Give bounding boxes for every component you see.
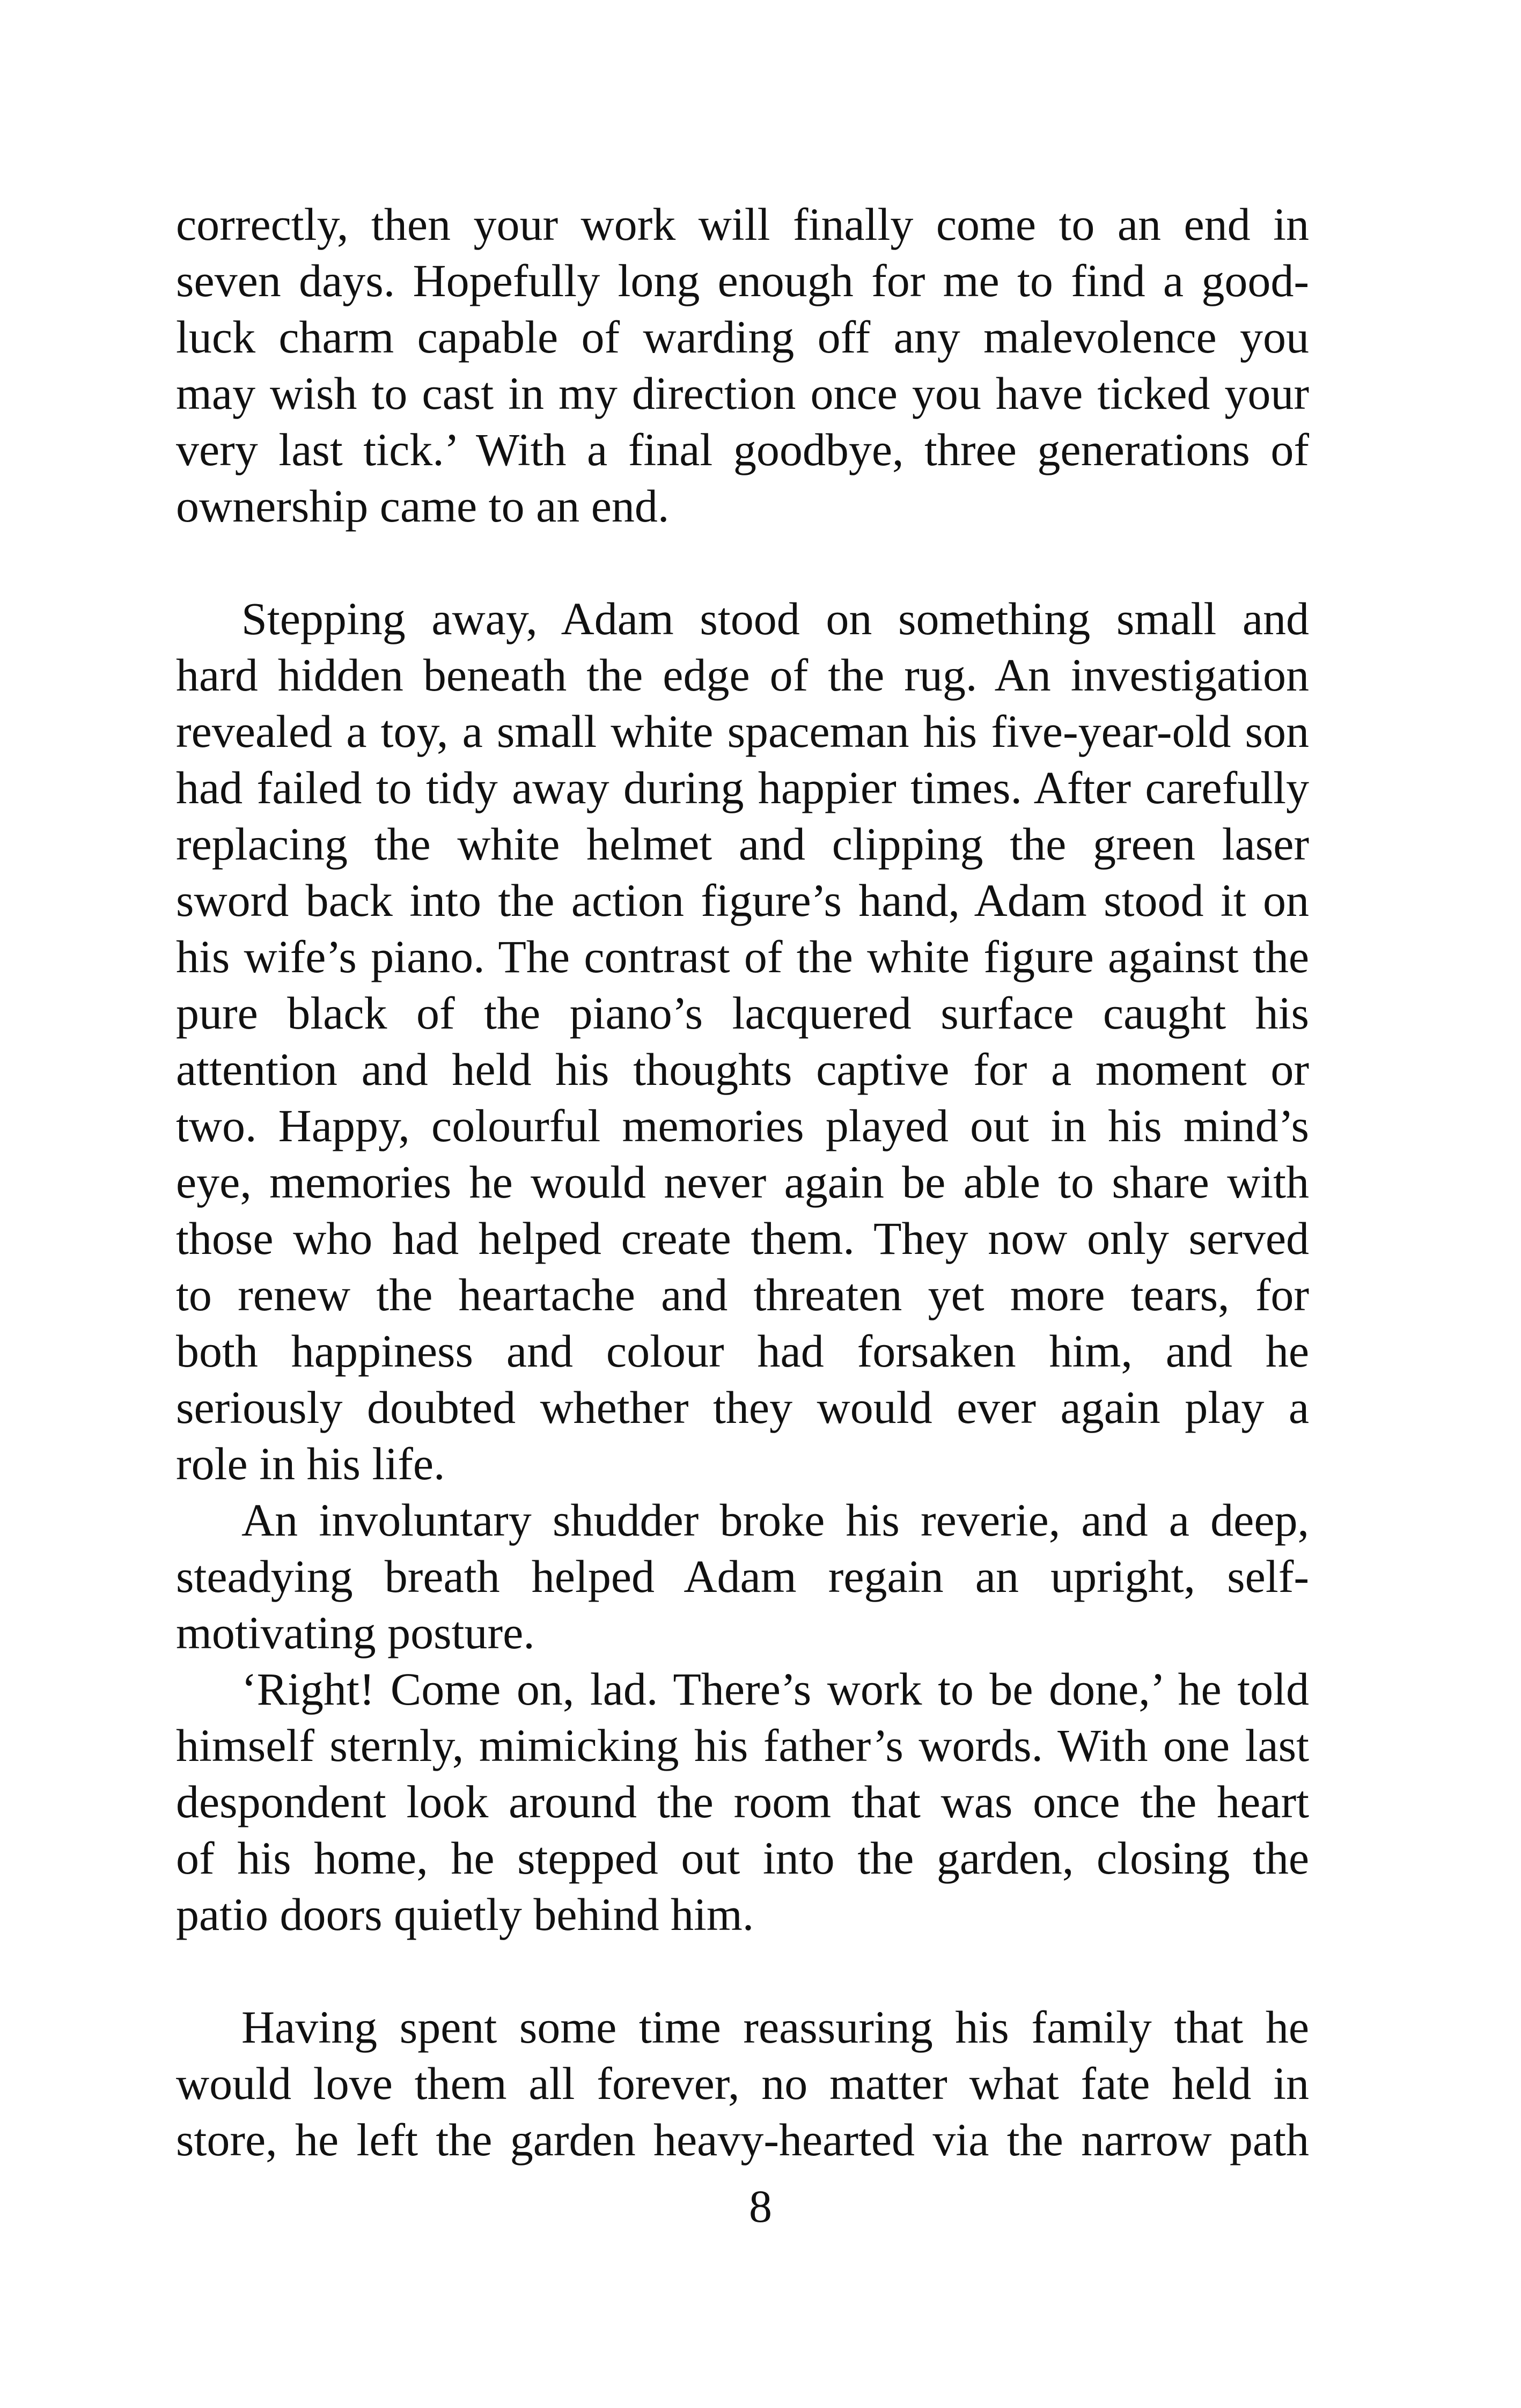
page-body (176, 196, 1309, 2168)
text-line: steadying breath helped Adam regain an upright, self- (176, 1551, 1309, 1602)
text-line: attention and held his thoughts captive for a moment or (176, 1044, 1309, 1095)
paragraph (176, 1492, 1309, 1661)
text-line: replacing the white helmet and clipping the green laser (176, 818, 1309, 870)
text-line: eye, memories he would never again be able to share with (176, 1156, 1309, 1208)
text-line: sword back into the action figure’s hand, Adam stood it on (176, 875, 1309, 926)
text-line: role in his life. (176, 1438, 445, 1489)
text-line: hard hidden beneath the edge of the rug. An investigation (176, 649, 1309, 701)
paragraph (176, 1999, 1309, 2168)
text-line: An involuntary shudder broke his reverie, and a deep, (241, 1494, 1309, 1546)
text-line: motivating posture. (176, 1607, 535, 1658)
text-line: of his home, he stepped out into the garden, closing the (176, 1832, 1309, 1884)
text-line: to renew the heartache and threaten yet more tears, for (176, 1269, 1309, 1320)
text-line: despondent look around the room that was once the heart (176, 1776, 1309, 1827)
text-line: himself sternly, mimicking his father’s words. With one last (176, 1720, 1309, 1771)
text-line: ownership came to an end. (176, 480, 670, 532)
paragraph (176, 591, 1309, 1492)
section-break (176, 534, 1309, 591)
section-break (176, 1943, 1309, 1999)
text-line: pure black of the piano’s lacquered surface caught his (176, 987, 1309, 1039)
text-line: both happiness and colour had forsaken him, and he (176, 1325, 1309, 1377)
text-line: patio doors quietly behind him. (176, 1889, 754, 1940)
text-line: Stepping away, Adam stood on something small and (241, 593, 1309, 644)
text-line: revealed a toy, a small white spaceman his five-year-old son (176, 706, 1309, 757)
paragraph (176, 196, 1309, 534)
text-line: had failed to tidy away during happier times. After carefully (176, 762, 1309, 813)
text-line: seven days. Hopefully long enough for me to find a good- (176, 255, 1309, 306)
text-line: seriously doubted whether they would ever again play a (176, 1382, 1309, 1433)
text-line: store, he left the garden heavy-hearted via the narrow path (176, 2114, 1309, 2165)
text-line: Having spent some time reassuring his family that he (241, 2001, 1309, 2053)
paragraph (176, 1661, 1309, 1943)
text-line: luck charm capable of warding off any malevolence you (176, 311, 1309, 363)
text-line: those who had helped create them. They now only served (176, 1213, 1309, 1264)
text-line: ‘Right! Come on, lad. There’s work to be done,’ he told (241, 1663, 1309, 1715)
text-line: correctly, then your work will finally come to an end in (176, 199, 1309, 250)
text-line: his wife’s piano. The contrast of the white figure against the (176, 931, 1309, 982)
text-line: would love them all forever, no matter what fate held in (176, 2058, 1309, 2109)
text-line: very last tick.’ With a final goodbye, three generations of (176, 424, 1309, 475)
text-line: may wish to cast in my direction once you have ticked your (176, 368, 1309, 419)
text-line: two. Happy, colourful memories played out in his mind’s (176, 1100, 1309, 1151)
page-number: 8 (749, 2181, 772, 2232)
